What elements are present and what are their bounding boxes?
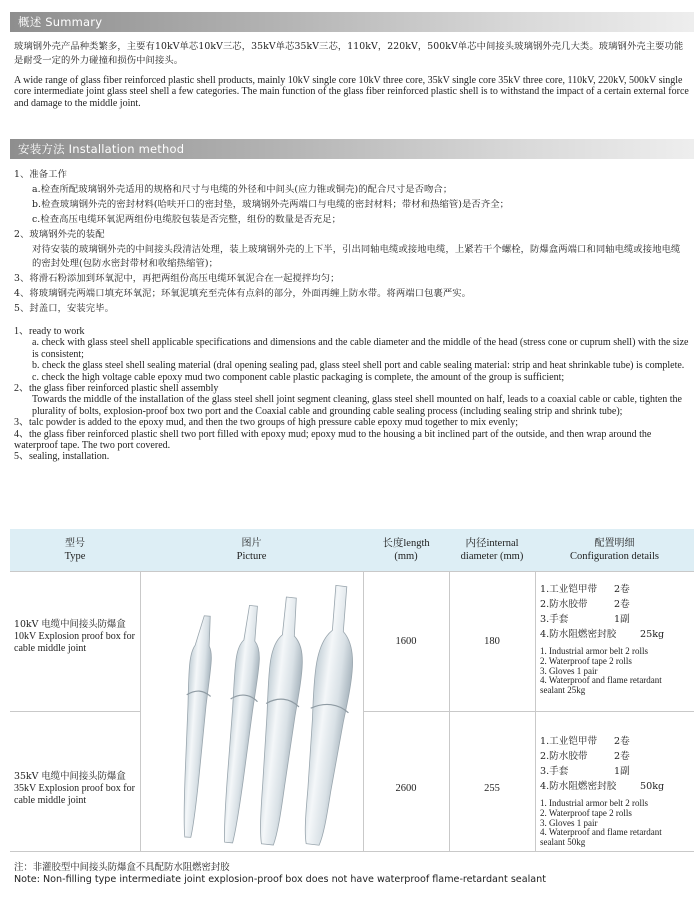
row-divider — [10, 571, 694, 572]
install-steps-cn — [14, 168, 694, 317]
step-en-2-detail: Towards the middle of the installation of the glass steel shell joint segment cleaning, glass steel shell mounted on half, leads to a coaxial cable or cable, tighten the plurality of bolts, explosion-proof box two port and the Coaxial cable and grounding cable sealing process (including sealing strip and shrink tube); — [32, 394, 682, 417]
config-item: 4.防水阻燃密封胶 50kg — [540, 781, 665, 792]
config-item: 4.防水阻燃密封胶 25kg — [540, 629, 665, 640]
config-item: 2.防水胶带 2卷 — [540, 599, 630, 610]
row1-length: 1600 — [395, 636, 417, 647]
col-divider — [140, 571, 141, 851]
row1-type-cn: 10kV 电缆中间接头防爆盒 — [14, 619, 126, 630]
product-picture — [150, 575, 358, 847]
explosion-proof-box-image — [177, 615, 216, 838]
config-item-en: 1. Industrial armor belt 2 rolls — [540, 798, 648, 808]
explosion-proof-box-image — [216, 604, 268, 844]
header-diameter-l2: diameter (mm) — [460, 551, 524, 562]
config-item-en: 2. Waterproof tape 2 rolls — [540, 655, 632, 666]
summary-text-en: A wide range of glass fiber reinforced plastic shell products, mainly 10kV single core 10kV three core, 35kV single core 35kV three core, 110kV, 220kV, 500kV single core intermediate joint glass steel shell a few categories. The main function of the glass fiber reinforced plastic shell is to withstand the impact of a certain external force and damage to the middle joint. — [14, 75, 689, 109]
config-item-en: 3. Gloves 1 pair — [540, 665, 598, 676]
step-cn-1: 1、准备工作 — [14, 169, 67, 180]
row-divider — [363, 711, 694, 712]
row2-config — [540, 734, 692, 848]
col-divider — [535, 571, 536, 851]
config-item: 1.工业铠甲带 2卷 — [540, 584, 630, 595]
row2-diameter: 255 — [484, 783, 500, 794]
note-en: Note: Non-filling type intermediate joint explosion-proof box does not have waterproof flame-retardant sealant — [14, 874, 546, 885]
config-item-en: 1. Industrial armor belt 2 rolls — [540, 646, 648, 656]
header-length-l2: (mm) — [394, 551, 418, 562]
header-type-cn: 型号 — [65, 538, 85, 549]
col-divider — [449, 571, 450, 851]
step-cn-4: 4、将玻璃钢壳两端口填充环氧泥；环氧泥填充至壳体有点斜的部分，外面再缠上防水带。将两端口包裹严实。 — [14, 288, 472, 300]
header-config-en: Configuration details — [570, 551, 659, 562]
header-diameter-l1: 内径internal — [465, 538, 519, 549]
config-item-en: 2. Waterproof tape 2 rolls — [540, 807, 632, 818]
step-en-1: 1、ready to work — [14, 326, 85, 337]
summary-text-cn: 玻璃钢外壳产品种类繁多，主要有10kV单芯10kV三芯，35kV单芯35kV三芯，110kV，220kV，500kV单芯中间接头玻璃钢外壳几大类。玻璃钢外壳主要功能是耐受一定的外力碰撞和损伤中间接头。 — [14, 41, 684, 66]
install-heading: 安装方法 Installation method — [10, 139, 694, 159]
col-divider — [363, 571, 364, 851]
config-item: 2.防水胶带 2卷 — [540, 751, 630, 762]
row1-diameter: 180 — [484, 636, 500, 647]
config-item: 1.工业铠甲带 2卷 — [540, 736, 630, 747]
header-picture-cn: 图片 — [241, 538, 262, 549]
step-cn-1c: c.检查高压电缆环氧泥两组份电缆胶包装是否完整，组份的数量是否充足； — [32, 213, 342, 225]
explosion-proof-box-image — [251, 596, 310, 846]
step-en-4: 4、the glass fiber reinforced plastic shell two port filled with epoxy mud; epoxy mud to the housing a bit inclined part of the outside, and then wrap around the waterproof tape. The two port covered. — [14, 428, 652, 452]
row2-type-en: 35kV Explosion proof box for cable middle joint — [14, 783, 135, 806]
summary-heading: 概述 Summary — [10, 12, 694, 32]
row-divider — [10, 851, 694, 852]
step-en-1a: a. check with glass steel shell applicable specifications and dimensions and the cable diameter and the middle of the head (stress cone or cuprum shell) with the size is consistent; — [32, 337, 689, 360]
step-en-3: 3、talc powder is added to the epoxy mud, and then the two groups of high pressure cable epoxy mud together to mix evenly; — [14, 417, 519, 429]
header-diameter — [449, 537, 535, 563]
row2-type — [14, 770, 138, 806]
header-config — [535, 537, 694, 563]
step-cn-5: 5、封盖口，安装完毕。 — [14, 303, 114, 315]
header-length — [363, 537, 449, 563]
step-en-1c: c. check the high voltage cable epoxy mud two component cable plastic packaging is complete, the amount of the group is sufficient; — [32, 371, 565, 383]
header-type-en: Type — [64, 551, 86, 562]
row-divider — [10, 711, 140, 712]
row2-type-cn: 35kV 电缆中间接头防爆盒 — [14, 771, 126, 782]
row2-length: 2600 — [395, 783, 417, 794]
config-item-en: 4. Waterproof and flame retardant sealant 50kg — [540, 827, 662, 848]
header-length-l1: 长度length — [382, 538, 430, 549]
config-item-en: 4. Waterproof and flame retardant sealant 25kg — [540, 675, 662, 696]
step-cn-3: 3、将滑石粉添加到环氧泥中，再把两组份高压电缆环氧泥合在一起搅拌均匀； — [14, 273, 340, 285]
install-steps-en — [14, 326, 694, 463]
config-item: 3.手套 1副 — [540, 766, 630, 777]
step-en-1b: b. check the glass steel shell sealing material (dral opening sealing pad, glass steel shell port and cable sealing material: strip and heat shrinkable tube) is complete. — [32, 360, 685, 372]
row1-type — [14, 618, 138, 654]
step-en-2: 2、the glass fiber reinforced plastic shell assembly — [14, 383, 219, 395]
explosion-proof-box-image — [294, 584, 358, 847]
header-picture — [140, 537, 363, 563]
step-en-5: 5、sealing, installation. — [14, 451, 110, 463]
note-cn: 注：非灌胶型中间接头防爆盒不具配防水阻燃密封胶 — [14, 862, 230, 873]
header-type — [10, 537, 140, 563]
config-item-en: 3. Gloves 1 pair — [540, 817, 598, 828]
step-cn-2: 2、玻璃钢外壳的装配 — [14, 228, 105, 240]
header-picture-en: Picture — [236, 551, 267, 562]
config-item: 3.手套 1副 — [540, 614, 630, 625]
row1-config — [540, 582, 692, 696]
step-cn-1a: a.检查所配玻璃钢外壳适用的规格和尺寸与电缆的外径和中间头(应力锥或铜壳)的配合尺寸是否吻合； — [32, 183, 453, 195]
step-cn-2-detail: 对待安装的玻璃钢外壳的中间接头段清洁处理，装上玻璃钢外壳的上下半，引出同轴电缆或接地电缆，上紧若干个螺栓，防爆盒两端口和同轴电缆或接地电缆的密封处理(包防水密封带材和收缩热缩管)； — [32, 243, 681, 270]
step-cn-1b: b.检查玻璃钢外壳的密封材料(哈呋开口的密封垫，玻璃钢外壳两端口与电缆的密封材料；带材和热缩管)是否齐全； — [32, 198, 510, 210]
row1-type-en: 10kV Explosion proof box for cable middle joint — [14, 631, 135, 654]
header-config-cn: 配置明细 — [594, 538, 635, 549]
